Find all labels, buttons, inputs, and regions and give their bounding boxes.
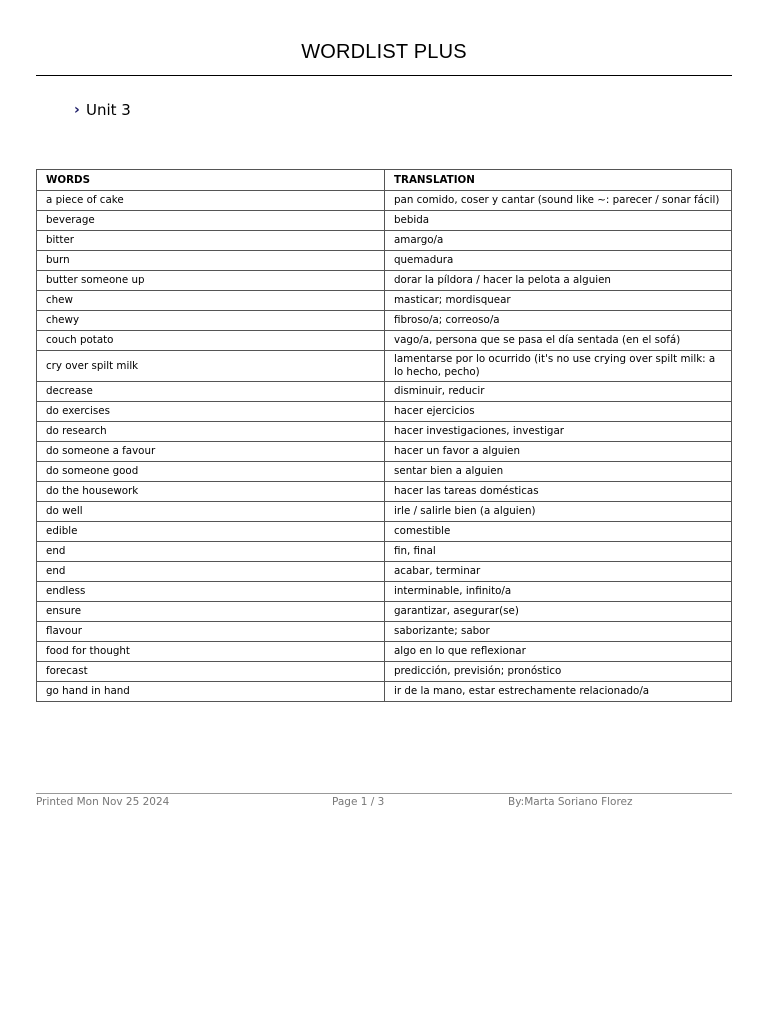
- word-cell: beverage: [37, 211, 385, 231]
- translation-cell: masticar; mordisquear: [385, 291, 732, 311]
- translation-cell: hacer ejercicios: [385, 402, 732, 422]
- column-header-words: WORDS: [37, 170, 385, 191]
- table-row: [37, 442, 732, 462]
- printed-date: Printed Mon Nov 25 2024: [36, 796, 170, 808]
- table-row: [37, 251, 732, 271]
- translation-cell: comestible: [385, 522, 732, 542]
- table-row: [37, 602, 732, 622]
- translation-cell: hacer un favor a alguien: [385, 442, 732, 462]
- table-row: [37, 382, 732, 402]
- word-cell: edible: [37, 522, 385, 542]
- table-row: [37, 271, 732, 291]
- translation-cell: lamentarse por lo ocurrido (it's no use crying over spilt milk: a lo hecho, pecho): [385, 351, 732, 382]
- translation-cell: saborizante; sabor: [385, 622, 732, 642]
- word-cell: do well: [37, 502, 385, 522]
- author-credit: By:Marta Soriano Florez: [508, 796, 633, 808]
- page-number: Page 1 / 3: [332, 796, 385, 808]
- translation-cell: quemadura: [385, 251, 732, 271]
- table-row: [37, 522, 732, 542]
- table-row: [37, 542, 732, 562]
- title-divider: [36, 75, 732, 76]
- translation-cell: ir de la mano, estar estrechamente relacionado/a: [385, 682, 732, 702]
- wordlist-table: [36, 169, 732, 702]
- table-row: [37, 462, 732, 482]
- translation-cell: amargo/a: [385, 231, 732, 251]
- table-row: [37, 502, 732, 522]
- table-row: [37, 562, 732, 582]
- table-row: [37, 662, 732, 682]
- word-cell: do someone good: [37, 462, 385, 482]
- table-row: [37, 422, 732, 442]
- translation-cell: hacer investigaciones, investigar: [385, 422, 732, 442]
- translation-cell: irle / salirle bien (a alguien): [385, 502, 732, 522]
- table-row: [37, 402, 732, 422]
- table-row: [37, 682, 732, 702]
- table-row: [37, 211, 732, 231]
- translation-cell: disminuir, reducir: [385, 382, 732, 402]
- word-cell: chewy: [37, 311, 385, 331]
- table-row: [37, 482, 732, 502]
- word-cell: do research: [37, 422, 385, 442]
- translation-cell: interminable, infinito/a: [385, 582, 732, 602]
- table-row: [37, 622, 732, 642]
- translation-cell: bebida: [385, 211, 732, 231]
- table-row: [37, 231, 732, 251]
- translation-cell: algo en lo que reflexionar: [385, 642, 732, 662]
- word-cell: burn: [37, 251, 385, 271]
- word-cell: forecast: [37, 662, 385, 682]
- translation-cell: fin, final: [385, 542, 732, 562]
- translation-cell: pan comido, coser y cantar (sound like ~: parecer / sonar fácil): [385, 191, 732, 211]
- word-cell: ensure: [37, 602, 385, 622]
- word-cell: do the housework: [37, 482, 385, 502]
- table-row: [37, 351, 732, 382]
- footer-divider: [36, 793, 732, 794]
- table-row: [37, 582, 732, 602]
- word-cell: end: [37, 542, 385, 562]
- table-row: [37, 331, 732, 351]
- table-row: [37, 311, 732, 331]
- column-header-translation: TRANSLATION: [385, 170, 732, 191]
- translation-cell: dorar la píldora / hacer la pelota a alguien: [385, 271, 732, 291]
- word-cell: butter someone up: [37, 271, 385, 291]
- table-row: [37, 191, 732, 211]
- table-row: [37, 291, 732, 311]
- word-cell: endless: [37, 582, 385, 602]
- translation-cell: sentar bien a alguien: [385, 462, 732, 482]
- word-cell: bitter: [37, 231, 385, 251]
- word-cell: food for thought: [37, 642, 385, 662]
- unit-heading: [74, 101, 131, 119]
- word-cell: flavour: [37, 622, 385, 642]
- word-cell: cry over spilt milk: [37, 351, 385, 382]
- translation-cell: vago/a, persona que se pasa el día sentada (en el sofá): [385, 331, 732, 351]
- translation-cell: hacer las tareas domésticas: [385, 482, 732, 502]
- page-title: WORDLIST PLUS: [301, 41, 467, 63]
- translation-cell: garantizar, asegurar(se): [385, 602, 732, 622]
- word-cell: decrease: [37, 382, 385, 402]
- word-cell: end: [37, 562, 385, 582]
- translation-cell: predicción, previsión; pronóstico: [385, 662, 732, 682]
- word-cell: do exercises: [37, 402, 385, 422]
- word-cell: go hand in hand: [37, 682, 385, 702]
- chevron-right-icon: ›: [74, 102, 80, 118]
- translation-cell: acabar, terminar: [385, 562, 732, 582]
- table-row: [37, 642, 732, 662]
- word-cell: couch potato: [37, 331, 385, 351]
- word-cell: chew: [37, 291, 385, 311]
- word-cell: a piece of cake: [37, 191, 385, 211]
- translation-cell: fibroso/a; correoso/a: [385, 311, 732, 331]
- unit-label: Unit 3: [86, 101, 131, 119]
- table-header-row: [37, 170, 732, 191]
- word-cell: do someone a favour: [37, 442, 385, 462]
